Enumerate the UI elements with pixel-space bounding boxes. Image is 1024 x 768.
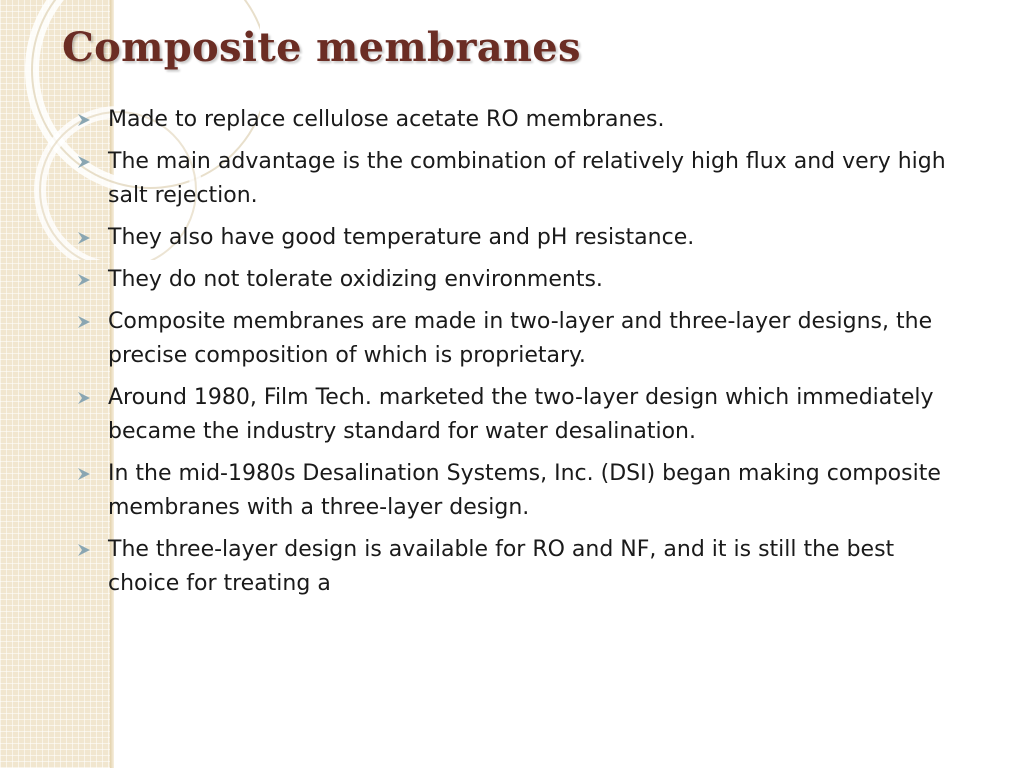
arrowhead-bullet-icon xyxy=(76,272,92,288)
arrowhead-bullet-icon xyxy=(76,154,92,170)
bullet-text: They do not tolerate oxidizing environments. xyxy=(108,267,603,292)
bullet-item xyxy=(72,457,972,525)
bullet-item xyxy=(72,145,972,213)
bullet-item xyxy=(72,221,972,255)
bullet-text: Made to replace cellulose acetate RO membranes. xyxy=(108,107,665,132)
bullet-text: Around 1980, Film Tech. marketed the two-layer design which immediately became the industry standard for water desalination. xyxy=(108,385,934,444)
bullet-text: They also have good temperature and pH resistance. xyxy=(108,225,695,250)
bullet-item xyxy=(72,533,972,601)
slide-title: Composite membranes xyxy=(62,24,581,71)
arrowhead-bullet-icon xyxy=(76,390,92,406)
arrowhead-bullet-icon xyxy=(76,466,92,482)
bullet-item xyxy=(72,305,972,373)
arrowhead-bullet-icon xyxy=(76,314,92,330)
bullet-text: In the mid-1980s Desalination Systems, Inc. (DSI) began making composite membranes with a three-layer design. xyxy=(108,461,941,520)
bullet-text: The three-layer design is available for RO and NF, and it is still the best choice for treating a xyxy=(108,537,895,596)
bullet-item xyxy=(72,103,972,137)
arrowhead-bullet-icon xyxy=(76,542,92,558)
bullet-text: Composite membranes are made in two-layer and three-layer designs, the precise composition of which is proprietary. xyxy=(108,309,933,368)
bullet-item xyxy=(72,381,972,449)
arrowhead-bullet-icon xyxy=(76,230,92,246)
arrowhead-bullet-icon xyxy=(76,112,92,128)
bullet-text: The main advantage is the combination of relatively high flux and very high salt rejection. xyxy=(108,149,946,208)
bullet-item xyxy=(72,263,972,297)
bullet-list xyxy=(72,103,972,609)
